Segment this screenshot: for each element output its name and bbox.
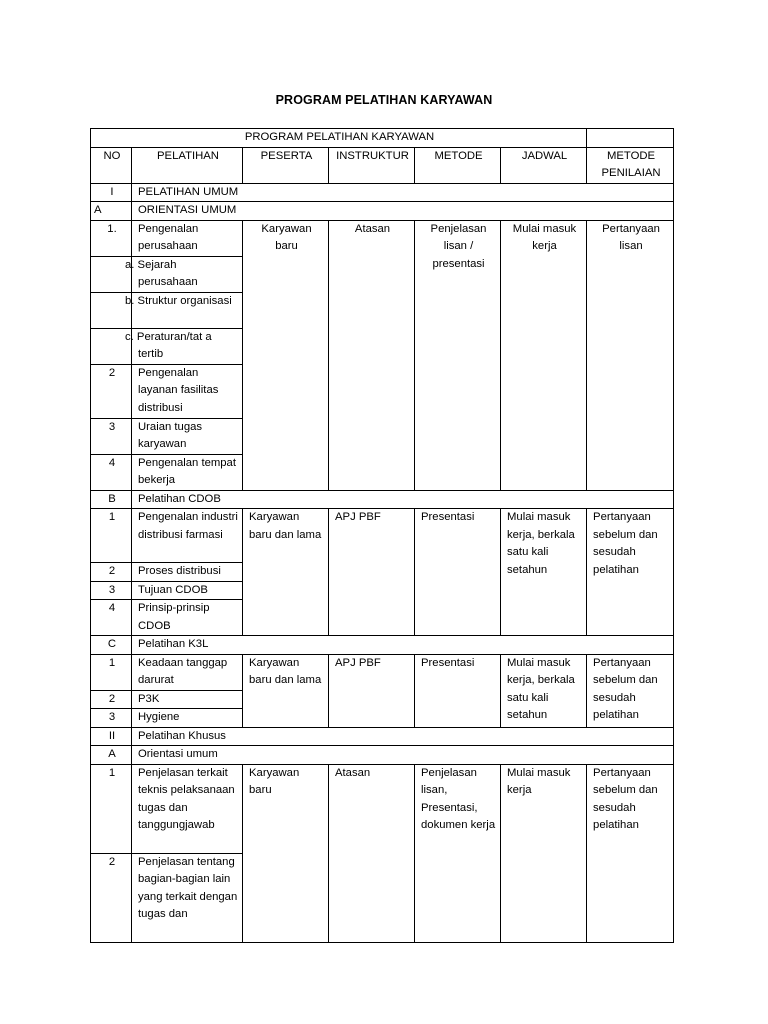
row-training-item: Prinsip-prinsip CDOB [132, 600, 243, 636]
cell-peserta: Karyawan baru dan lama [243, 509, 329, 636]
cell-jadwal: Mulai masuk kerja [501, 764, 587, 942]
row-number: 1 [91, 509, 132, 563]
header-peserta: PESERTA [243, 147, 329, 183]
cell-jadwal: Mulai masuk kerja, berkala satu kali setahun [501, 654, 587, 727]
group-label: Pelatihan K3L [132, 636, 674, 655]
row-number: 3 [91, 418, 132, 454]
row-number: 2 [91, 853, 132, 942]
group-letter: C [91, 636, 132, 655]
header-pelatihan: PELATIHAN [132, 147, 243, 183]
group-letter: A [91, 202, 132, 221]
cell-penilaian: Pertanyaan lisan [587, 220, 674, 490]
row-training-item: c. Peraturan/tat a tertib [132, 328, 243, 364]
row-training-item: Pengenalan perusahaan [132, 220, 243, 256]
row-number: 4 [91, 600, 132, 636]
cell-penilaian: Pertanyaan sebelum dan sesudah pelatihan [587, 509, 674, 636]
row-training-item: b. Struktur organisasi [132, 292, 243, 328]
group-row [91, 202, 674, 221]
header-metode-penilaian: METODE PENILAIAN [587, 147, 674, 183]
row-training-item: Penjelasan terkait teknis pelaksanaan tugas dan tanggungjawab [132, 764, 243, 853]
row-training-item: Proses distribusi [132, 563, 243, 582]
group-row [91, 636, 674, 655]
row-training-item: Keadaan tanggap darurat [132, 654, 243, 690]
document-title: PROGRAM PELATIHAN KARYAWAN [275, 93, 493, 107]
cell-peserta: Karyawan baru [243, 220, 329, 490]
row-number: 3 [91, 709, 132, 728]
row-training-item: P3K [132, 690, 243, 709]
row-training-item: Pengenalan layanan fasilitas distribusi [132, 364, 243, 418]
group-letter: A [91, 746, 132, 765]
cell-metode: Penjelasan lisan / presentasi [415, 220, 501, 490]
cell-instruktur: APJ PBF [329, 509, 415, 636]
group-letter: B [91, 490, 132, 509]
table-header-row [91, 147, 674, 183]
row-number: 2 [91, 563, 132, 582]
table-row [91, 654, 674, 690]
row-training-item: Pengenalan industri distribusi farmasi [132, 509, 243, 563]
row-training-item: Hygiene [132, 709, 243, 728]
table-caption-empty-cell [587, 129, 674, 148]
table-row [91, 220, 674, 256]
row-training-item: Pengenalan tempat bekerja [132, 454, 243, 490]
cell-instruktur: Atasan [329, 220, 415, 490]
row-number: 2 [91, 364, 132, 418]
cell-metode: Presentasi [415, 509, 501, 636]
cell-penilaian: Pertanyaan sebelum dan sesudah pelatihan [587, 764, 674, 942]
training-program-table [90, 128, 674, 943]
section-row [91, 183, 674, 202]
cell-jadwal: Mulai masuk kerja, berkala satu kali setahun [501, 509, 587, 636]
row-number: 4 [91, 454, 132, 490]
group-row [91, 490, 674, 509]
row-training-item: Penjelasan tentang bagian-bagian lain yang terkait dengan tugas dan [132, 853, 243, 942]
cell-instruktur: APJ PBF [329, 654, 415, 727]
header-no: NO [91, 147, 132, 183]
cell-peserta: Karyawan baru dan lama [243, 654, 329, 727]
table-caption: PROGRAM PELATIHAN KARYAWAN [91, 129, 587, 148]
section-row [91, 727, 674, 746]
table-caption-row [91, 129, 674, 148]
row-number: 1 [91, 654, 132, 690]
row-training-item: Tujuan CDOB [132, 581, 243, 600]
row-number: 2 [91, 690, 132, 709]
group-label: Pelatihan CDOB [132, 490, 674, 509]
header-instruktur: INSTRUKTUR [329, 147, 415, 183]
cell-metode: Penjelasan lisan, Presentasi, dokumen kerja [415, 764, 501, 942]
header-jadwal: JADWAL [501, 147, 587, 183]
section-number: II [91, 727, 132, 746]
group-label: ORIENTASI UMUM [132, 202, 674, 221]
cell-peserta: Karyawan baru [243, 764, 329, 942]
row-number: 3 [91, 581, 132, 600]
cell-jadwal: Mulai masuk kerja [501, 220, 587, 490]
row-number: 1. [91, 220, 132, 256]
section-number: I [91, 183, 132, 202]
group-row [91, 746, 674, 765]
group-label: Orientasi umum [132, 746, 674, 765]
row-number: 1 [91, 764, 132, 853]
cell-instruktur: Atasan [329, 764, 415, 942]
cell-penilaian: Pertanyaan sebelum dan sesudah pelatihan [587, 654, 674, 727]
header-metode: METODE [415, 147, 501, 183]
cell-metode: Presentasi [415, 654, 501, 727]
section-label: PELATIHAN UMUM [132, 183, 674, 202]
row-training-item: a. Sejarah perusahaan [132, 256, 243, 292]
row-training-item: Uraian tugas karyawan [132, 418, 243, 454]
table-row [91, 509, 674, 563]
table-row [91, 764, 674, 853]
section-label: Pelatihan Khusus [132, 727, 674, 746]
